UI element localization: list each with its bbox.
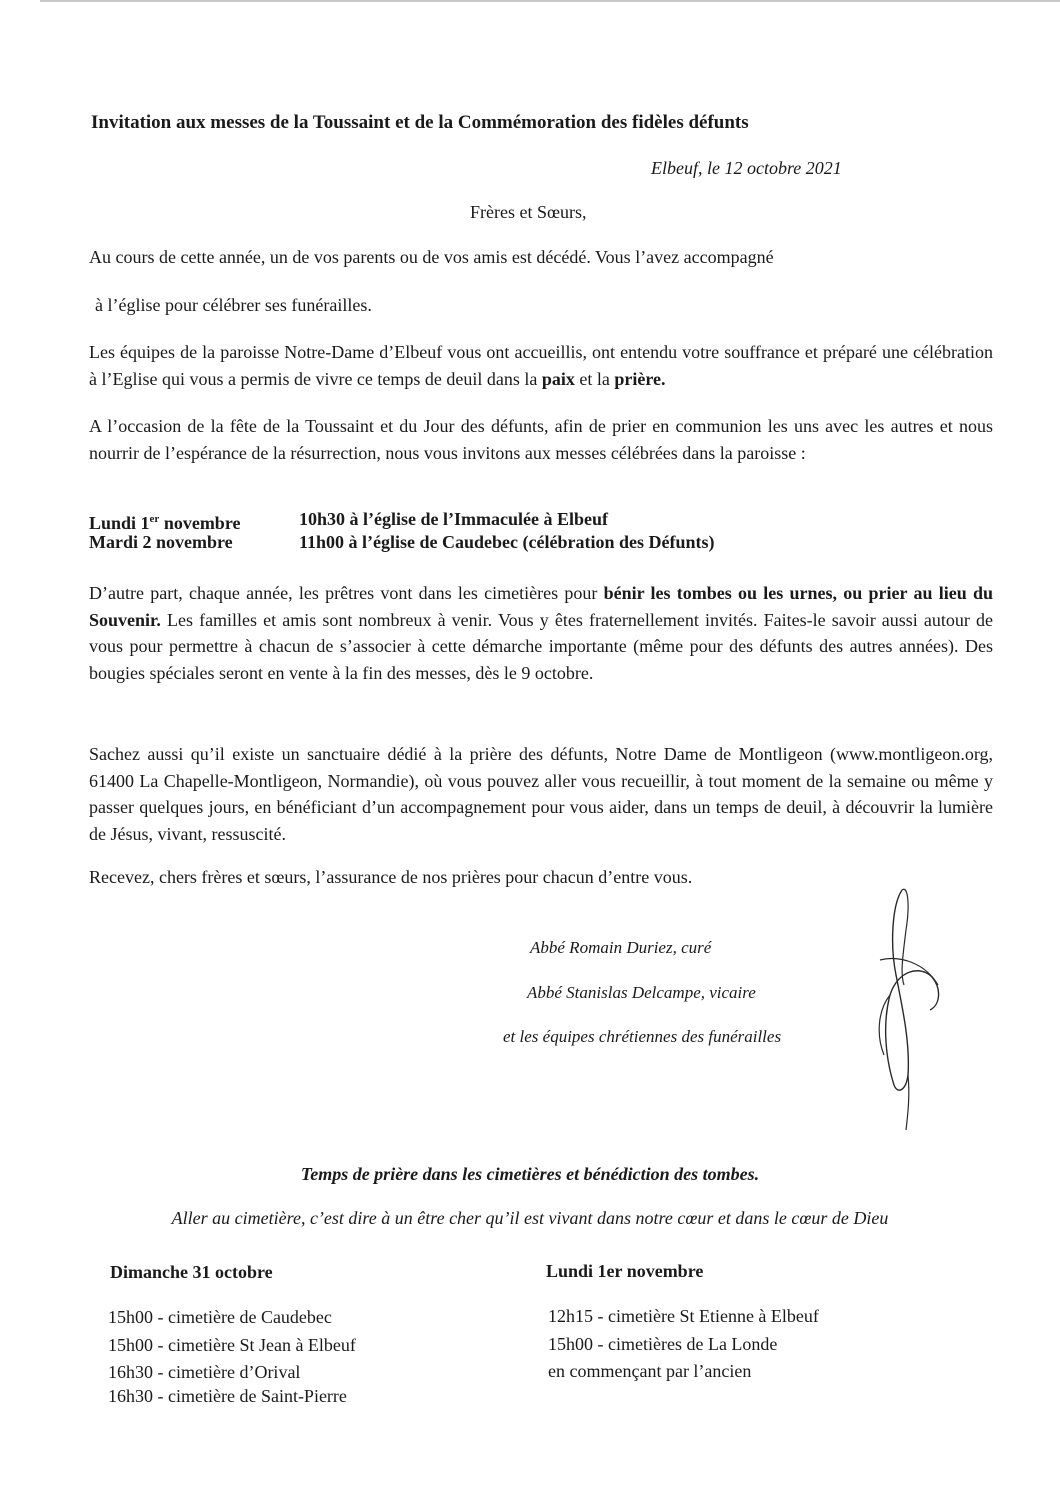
para4-text: D’autre part, chaque année, les prêtres vont dans les cimetières pour — [89, 583, 604, 603]
para4-rest: Les familles et amis sont nombreux à venir. Vous y êtes fraternellement invités. Faites-le savoir aussi autour de vous pour permettre à chacun de s’associer à cette démarche importante (même pour des défunts des autres années). Des bougies spéciales seront en vente à la fin des messes, dès le 9 octobre. — [89, 609, 993, 683]
left-cemetery-list — [108, 1304, 356, 1410]
left-column-heading: Dimanche 31 octobre — [110, 1262, 273, 1282]
para2-and: et la — [574, 368, 615, 389]
paragraph-closing: Recevez, chers frères et sœurs, l’assurance de nos prières pour chacun d’entre vous. — [89, 867, 693, 887]
para1-line1: Au cours de cette année, un de vos parents ou de vos amis est décédé. Vous l’avez accompagné — [89, 247, 774, 267]
paragraph-equipes — [89, 339, 993, 392]
right-cemetery-list — [548, 1303, 819, 1386]
section-title: Temps de prière dans les cimetières et bénédiction des tombes. — [300, 1164, 760, 1184]
signatory-vicaire: Abbé Stanislas Delcampe, vicaire — [527, 983, 756, 1002]
list-item: 16h30 - cimetière d’Orival — [108, 1362, 301, 1382]
greeting: Frères et Sœurs, — [470, 202, 587, 222]
list-item: en commençant par l’ancien — [548, 1361, 752, 1381]
paragraph-montligeon: Sachez aussi qu’il existe un sanctuaire dédié à la prière des défunts, Notre Dame de Montligeon (www.montligeon.org, 61400 La Chapelle-Montligeon, Normandie), où vous pouvez aller vous recueillir, à tout moment de la semaine ou même y passer quelques jours, en bénéficiant d’un accompagnement pour vous aider, dans un temps de deuil, à découvrir la lumière de Jésus, vivant, ressuscité. — [89, 744, 993, 844]
mass1-day: Lundi 1er novembre — [89, 513, 241, 533]
mass2-time: 11h00 à l’église de Caudebec (célébration des Défunts) — [299, 532, 715, 552]
signatory-equipes: et les équipes chrétiennes des funérailles — [503, 1027, 782, 1046]
list-item: 15h00 - cimetière St Jean à Elbeuf — [108, 1334, 356, 1355]
handwritten-signature — [870, 885, 950, 1135]
scan-edge-line — [40, 0, 1060, 2]
mass2-day: Mardi 2 novembre — [89, 532, 233, 552]
section-quote: Aller au cimetière, c’est dire à un être cher qu’il est vivant dans notre cœur et dans le cœur de Dieu — [171, 1208, 889, 1228]
list-item: 16h30 - cimetière de Saint-Pierre — [108, 1385, 347, 1406]
para2-priere: prière. — [614, 368, 666, 389]
para2-text: Les équipes de la paroisse Notre-Dame d’Elbeuf vous ont accueillis, ont entendu votre souffrance et préparé une célébration à l’Eglise qui vous a permis de vivre ce temps de deuil dans la — [89, 342, 993, 389]
mass1-time: 10h30 à l’église de l’Immaculée à Elbeuf — [299, 509, 608, 529]
para2-paix: paix — [541, 368, 575, 389]
para4-bold: bénir les tombes ou les urnes, ou prier au lieu du Souvenir. — [89, 583, 993, 630]
para1-line2: à l’église pour célébrer ses funérailles. — [95, 295, 372, 315]
mass-schedule — [89, 508, 993, 554]
list-item: 15h00 - cimetière de Caudebec — [108, 1307, 332, 1327]
signatory-cure: Abbé Romain Duriez, curé — [530, 938, 712, 957]
date-line: Elbeuf, le 12 octobre 2021 — [651, 158, 842, 178]
list-item: 12h15 - cimetière St Etienne à Elbeuf — [548, 1306, 819, 1326]
list-item: 15h00 - cimetières de La Londe — [548, 1333, 778, 1354]
paragraph-cimetieres — [89, 580, 993, 686]
letter-title: Invitation aux messes de la Toussaint et de la Commémoration des fidèles défunts — [91, 112, 749, 133]
paragraph-toussaint: A l’occasion de la fête de la Toussaint et du Jour des défunts, afin de prier en communion les uns avec les autres et nous nourrir de l’espérance de la résurrection, nous vous invitons aux messes célébrées dans la paroisse : — [89, 416, 993, 463]
right-column-heading: Lundi 1er novembre — [546, 1261, 704, 1281]
